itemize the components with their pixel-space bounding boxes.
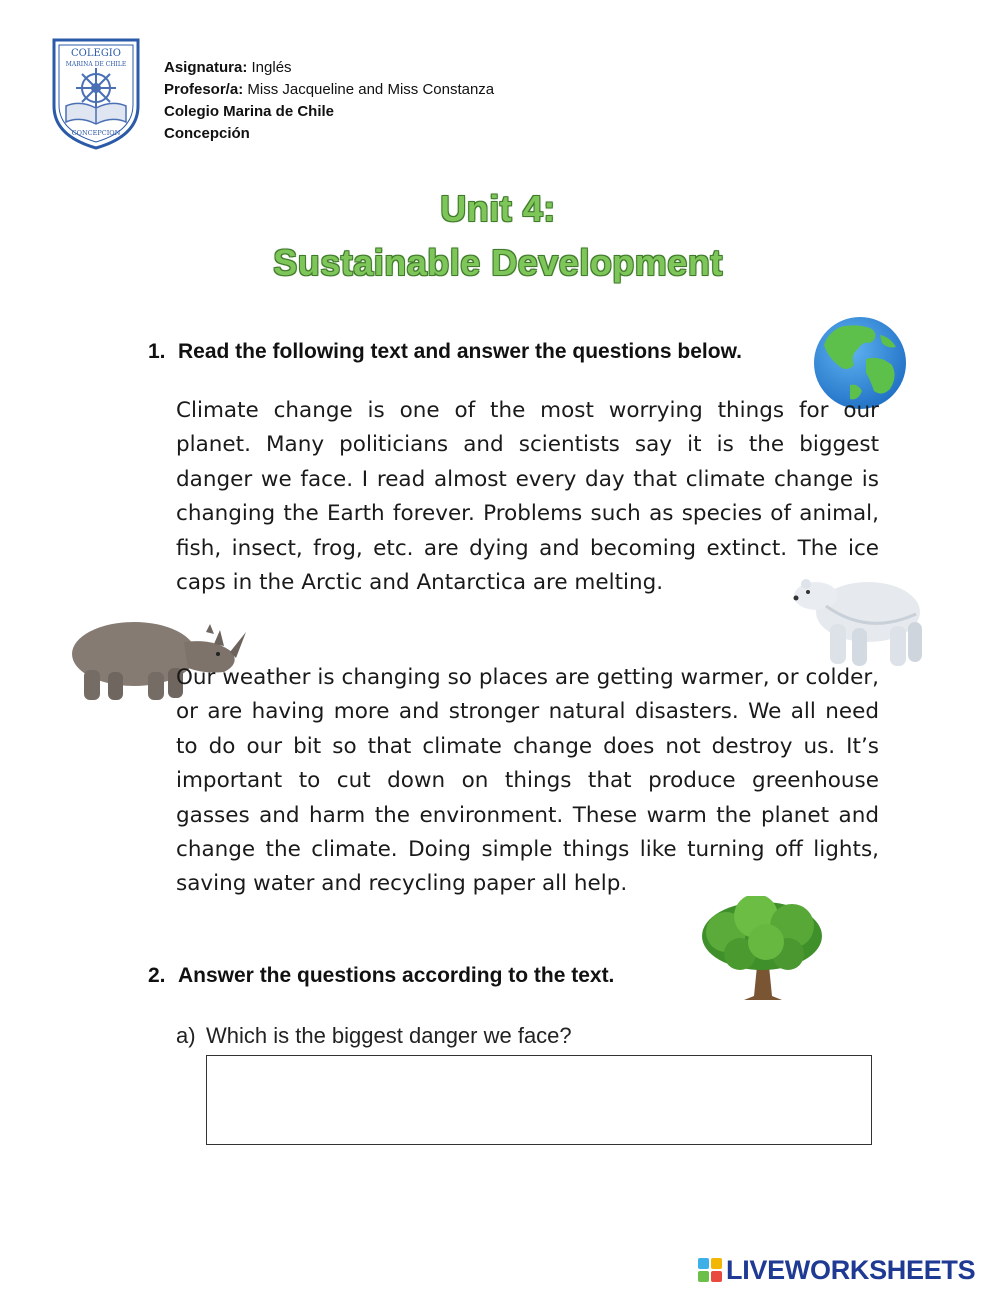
section-1-number: 1. [148,340,166,363]
liveworksheets-logo-icon [698,1258,722,1282]
reading-paragraph-1: Climate change is one of the most worrying things for our planet. Many politicians and scientists say it is the biggest danger we face. I read almost every day that climate change is changing the Earth forever. Problems such as species of animal, fish, insect, frog, etc. are dying and becoming extinct. The ice caps in the Arctic and Antarctica are melting. [176,398,879,596]
teacher-label: Profesor/a: [164,81,244,98]
teacher-value: Miss Jacqueline and Miss Constanza [243,81,495,98]
logo-top-text: COLEGIO [71,48,121,59]
answer-a-input[interactable] [206,1055,872,1145]
question-a [176,1023,572,1049]
tree-icon [696,896,828,1002]
section-2-instruction [148,964,614,988]
logo-arc-text: MARINA DE CHILE [65,61,127,68]
school-name: Colegio Marina de Chile [164,103,335,120]
section-1-instruction [148,340,742,364]
question-a-letter: a) [176,1023,196,1048]
polar-bear-icon [786,566,934,670]
unit-subtitle: Sustainable Development [273,242,723,283]
city-name: Concepción [164,125,250,142]
header-info [164,57,494,145]
city-line [164,123,494,145]
unit-title: Unit 4: [440,188,556,229]
reading-paragraph-2: Our weather is changing so places are getting warmer, or colder, or are having more and stronger natural disasters. We all need to do our bit so that climate change does not destroy us. It’s important to cut down on things that produce greenhouse gasses and harm the environment. These warm the planet and change the climate. Doing simple things like turning off lights, saving water and recycling paper all help. [176,665,879,897]
question-a-text: Which is the biggest danger we face? [206,1023,572,1048]
school-logo [50,36,142,150]
section-1-text: Read the following text and answer the questions below. [178,340,742,363]
liveworksheets-brand [698,1255,975,1285]
liveworksheets-brand-text: LIVEWORKSHEETS [726,1254,976,1285]
section-2-text: Answer the questions according to the text. [178,964,615,987]
logo-bottom-text: CONCEPCION [71,129,121,137]
section-2-number: 2. [148,964,166,987]
ship-wheel-icon [76,68,116,108]
subject-line [164,57,494,79]
subject-label: Asignatura: [164,59,248,76]
teacher-line [164,79,494,101]
subject-value: Inglés [247,59,292,76]
school-line [164,101,494,123]
